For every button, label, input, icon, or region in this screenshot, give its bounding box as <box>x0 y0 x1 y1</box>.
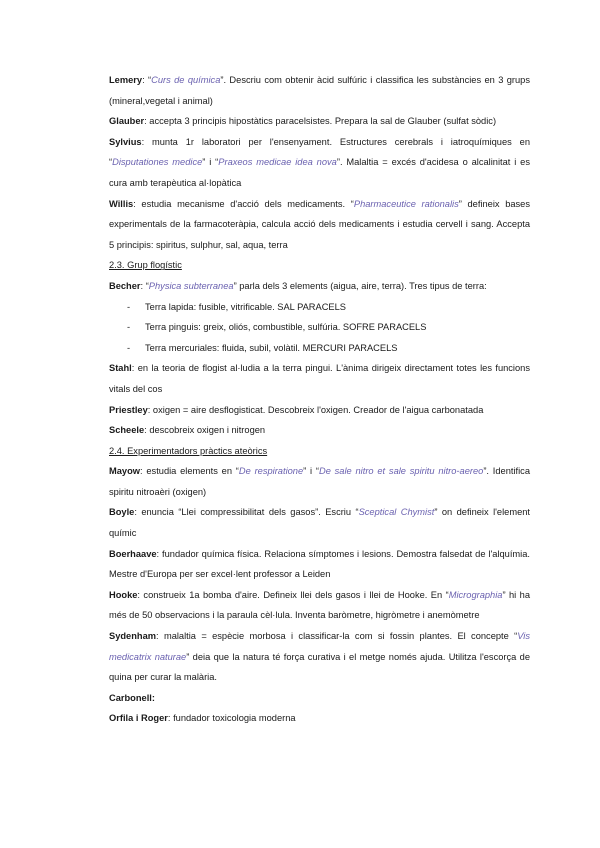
terra-types-list <box>109 297 530 359</box>
entry-boyle <box>109 502 530 543</box>
book-title: Sceptical Chymist <box>358 507 435 518</box>
entry-priestley <box>109 400 530 421</box>
entry-text: ”. Malaltia = excés d'acidesa o alcalinitat i es cura amb terapèutica al·lopàtica <box>109 157 530 188</box>
entry-boerhaave <box>109 544 530 585</box>
entry-text: : accepta 3 principis hipostàtics paracelsistes. Prepara la sal de Glauber (sulfat sòdic) <box>144 116 497 127</box>
entry-text: : en la teoria de flogist al·ludia a la terra pingui. L'ànima dirigeix directament totes les funcions vitals del cos <box>109 363 530 394</box>
entry-text: ” deia que la natura té força curativa i el metge només ajuda. Utilitza l'escorça de quina per curar la malària. <box>109 651 530 683</box>
entry-sydenham <box>109 626 530 688</box>
entry-text: : <box>151 692 155 703</box>
book-title: Curs de química <box>151 75 221 85</box>
entry-text: : oxigen = aire desflogisticat. Descobreix l'oxigen. Creador de l'aigua carbonatada <box>147 404 484 415</box>
book-title: Praxeos medicae idea nova <box>218 157 337 168</box>
section-heading-2-4: 2.4. Experimentadors pràctics ateòrics <box>109 445 268 456</box>
entry-name: Hooke <box>109 589 138 600</box>
list-item-text: Terra pinguis: greix, oliós, combustible, sulfúria. SOFRE PARACELS <box>145 322 427 333</box>
entry-name: Boerhaave <box>109 548 157 559</box>
entry-text: : “ <box>142 75 152 85</box>
entry-text: ” defineix bases experimentals de la farmacoteràpia, calcula acció dels medicaments i estudia cervell i sang. Accepta 5 principis: spiritus, sulphur, sal, aqua, terra <box>109 198 530 250</box>
entry-text: ” i “ <box>202 157 219 168</box>
list-item-text: Terra mercuriales: fluida, subil, volàtil. MERCURI PARACELS <box>145 342 398 353</box>
book-title: Physica subterranea <box>148 280 234 291</box>
book-title: Disputationes medice <box>112 157 203 168</box>
list-item <box>109 317 530 338</box>
entry-name: Becher <box>109 280 141 291</box>
book-title: De respiratione <box>238 466 304 477</box>
entry-text: ”. Descriu com obtenir àcid sulfúric i classifica les substàncies en 3 grups (mineral,vegetal i animal) <box>109 75 530 106</box>
list-item-text: Terra lapida: fusible, vitrificable. SAL PARACELS <box>145 301 347 312</box>
section-heading-2-3: 2.3. Grup flogístic <box>109 260 182 271</box>
entry-willis <box>109 194 530 256</box>
entry-text: : estudia mecanisme d'acció dels medicaments. “ <box>133 198 354 209</box>
book-title: De sale nitro et sale spiritu nitro-aereo <box>318 466 484 477</box>
book-title: Vis medicatrix naturae <box>109 631 530 662</box>
entry-name: Glauber <box>109 116 145 127</box>
entry-stahl <box>109 358 530 399</box>
entry-name: Scheele <box>109 425 145 436</box>
entry-name: Mayow <box>109 466 140 477</box>
entry-name: Sylvius <box>109 136 142 147</box>
entry-text: : construeix 1a bomba d'aire. Defineix llei dels gasos i llei de Hooke. En “ <box>137 589 449 600</box>
entry-name: Willis <box>109 198 134 209</box>
entry-name: Lemery <box>109 75 143 85</box>
entry-text: : enuncia “Llei compressibilitat dels gasos”. Escriu “ <box>134 507 359 518</box>
entry-orfila <box>109 708 530 729</box>
entry-sylvius <box>109 132 530 194</box>
entry-text: : munta 1r laboratori per l'ensenyament. Estructures cerebrals i iatroquímiques en “ <box>109 136 530 168</box>
list-item <box>109 297 530 318</box>
entry-text: : fundador toxicologia moderna <box>167 713 296 724</box>
entry-name: Carbonell <box>109 692 152 703</box>
entry-name: Boyle <box>109 507 135 518</box>
entry-carbonell <box>109 688 530 709</box>
entry-lemery <box>109 70 530 111</box>
list-item <box>109 338 530 359</box>
entry-text: : estudia elements en “ <box>140 466 239 477</box>
dash-bullet: - <box>127 301 131 312</box>
entry-name: Sydenham <box>109 631 157 642</box>
book-title: Micrographia <box>448 589 503 600</box>
entry-text: ” hi ha més de 50 observacions i la paraula cèl·lula. Inventa baròmetre, higròmetre i anemòmetre <box>109 589 531 621</box>
entry-name: Stahl <box>109 363 132 374</box>
entry-mayow <box>109 461 530 502</box>
entry-name: Orfila i Roger <box>109 713 168 724</box>
entry-text: : fundador química física. Relaciona símptomes i lesions. Demostra falsedat de l'alquímia. Mestre d'Europa per ser excel·lent professor a Leiden <box>109 548 530 580</box>
entry-scheele <box>109 420 530 441</box>
entry-text: ” i “ <box>303 466 319 477</box>
entry-glauber <box>109 111 530 132</box>
entry-text: : “ <box>140 280 149 291</box>
entry-text: : descobreix oxigen i nitrogen <box>144 425 266 436</box>
dash-bullet: - <box>127 342 131 353</box>
dash-bullet: - <box>127 322 131 333</box>
entry-name: Priestley <box>109 404 148 415</box>
entry-text: ” parla dels 3 elements (aigua, aire, terra). Tres tipus de terra: <box>233 280 487 291</box>
entry-hooke <box>109 585 530 626</box>
book-title: Pharmaceutice rationalis <box>353 198 459 209</box>
entry-text: ” on defineix l'element químic <box>109 507 530 539</box>
entry-text: ”. Identifica spiritu nitroaèri (oxigen) <box>109 466 530 497</box>
entry-becher <box>109 276 530 297</box>
entry-text: : malaltia = espècie morbosa i classificar-la com si fossin plantes. El concepte “ <box>156 631 518 642</box>
